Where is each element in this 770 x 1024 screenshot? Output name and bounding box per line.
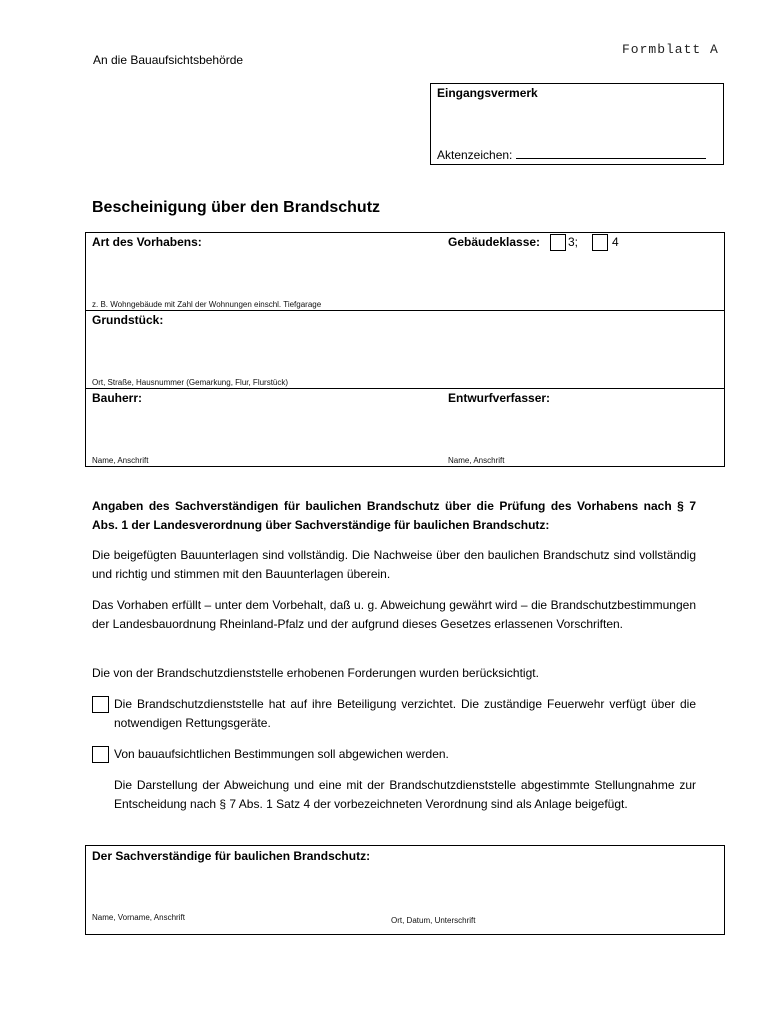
file-ref-row: [437, 148, 706, 162]
signature-name-hint: Name, Vorname, Anschrift: [92, 913, 185, 922]
designer-hint: Name, Anschrift: [448, 456, 505, 465]
deviation-option-text: Von bauaufsichtlichen Bestimmungen soll abgewichen werden.: [114, 747, 449, 761]
file-ref-label: Aktenzeichen:: [437, 148, 513, 162]
receipt-box-title: Eingangsvermerk: [437, 86, 538, 100]
divider: [85, 388, 725, 389]
owner-hint: Name, Anschrift: [92, 456, 149, 465]
statement-paragraph-compliance: Das Vorhaben erfüllt – unter dem Vorbehalt, daß u. g. Abweichung gewährt wird – die Brandschutzbestimmungen der Landesbauordnung Rheinland-Pfalz und der aufgrund dieses Gesetzes erlassenen Vorschriften.: [92, 598, 696, 631]
class-4-checkbox[interactable]: [592, 234, 608, 251]
building-class-label: Gebäudeklasse:: [448, 235, 541, 249]
project-type-hint: z. B. Wohngebäude mit Zahl der Wohnungen einschl. Tiefgarage: [92, 300, 322, 309]
class-4-label: 4: [612, 235, 619, 249]
file-ref-field[interactable]: [516, 148, 706, 159]
class-3-checkbox[interactable]: [550, 234, 566, 251]
waiver-option-text: Die Brandschutzdienststelle hat auf ihre Beteiligung verzichtet. Die zuständige Feuerwehr verfügt über die notwendigen Rettungsgeräte.: [114, 697, 696, 730]
statement-paragraph-completeness: Die beigefügten Bauunterlagen sind vollständig. Die Nachweise über den baulichen Brandschutz sind vollständig und richtig und stimmen mit den Bauunterlagen überein.: [92, 548, 696, 581]
addressee: An die Bauaufsichtsbehörde: [93, 53, 244, 67]
statement-paragraph-requirements: Die von der Brandschutzdienststelle erhobenen Forderungen wurden berücksichtigt.: [92, 666, 539, 680]
signature-place-hint: Ort, Datum, Unterschrift: [391, 916, 476, 925]
project-type-label: Art des Vorhabens:: [92, 235, 202, 249]
designer-label: Entwurfverfasser:: [448, 391, 551, 405]
deviation-checkbox[interactable]: [92, 746, 109, 763]
waiver-checkbox[interactable]: [92, 696, 109, 713]
deviation-detail-text: Die Darstellung der Abweichung und eine mit der Brandschutzdienststelle abgestimmte Stellungnahme zur Entscheidung nach § 7 Abs. 1 Satz 4 der vorbezeichneten Verordnung sind als Anlage beigefügt.: [114, 778, 696, 811]
divider: [85, 310, 725, 311]
plot-hint: Ort, Straße, Hausnummer (Gemarkung, Flur, Flurstück): [92, 378, 289, 387]
receipt-box: [430, 83, 724, 165]
class-3-label: 3;: [568, 235, 579, 249]
statement-heading: Angaben des Sachverständigen für baulichen Brandschutz über die Prüfung des Vorhabens nach § 7 Abs. 1 der Landesverordnung über Sachverständige für baulichen Brandschutz:: [92, 499, 696, 532]
project-table: [85, 232, 725, 467]
signature-box: [85, 845, 725, 935]
page-title: Bescheinigung über den Brandschutz: [92, 199, 381, 216]
owner-label: Bauherr:: [92, 391, 143, 405]
plot-label: Grundstück:: [92, 313, 164, 327]
signature-box-title: Der Sachverständige für baulichen Brandschutz:: [92, 849, 371, 863]
form-code: Formblatt A: [622, 42, 719, 57]
